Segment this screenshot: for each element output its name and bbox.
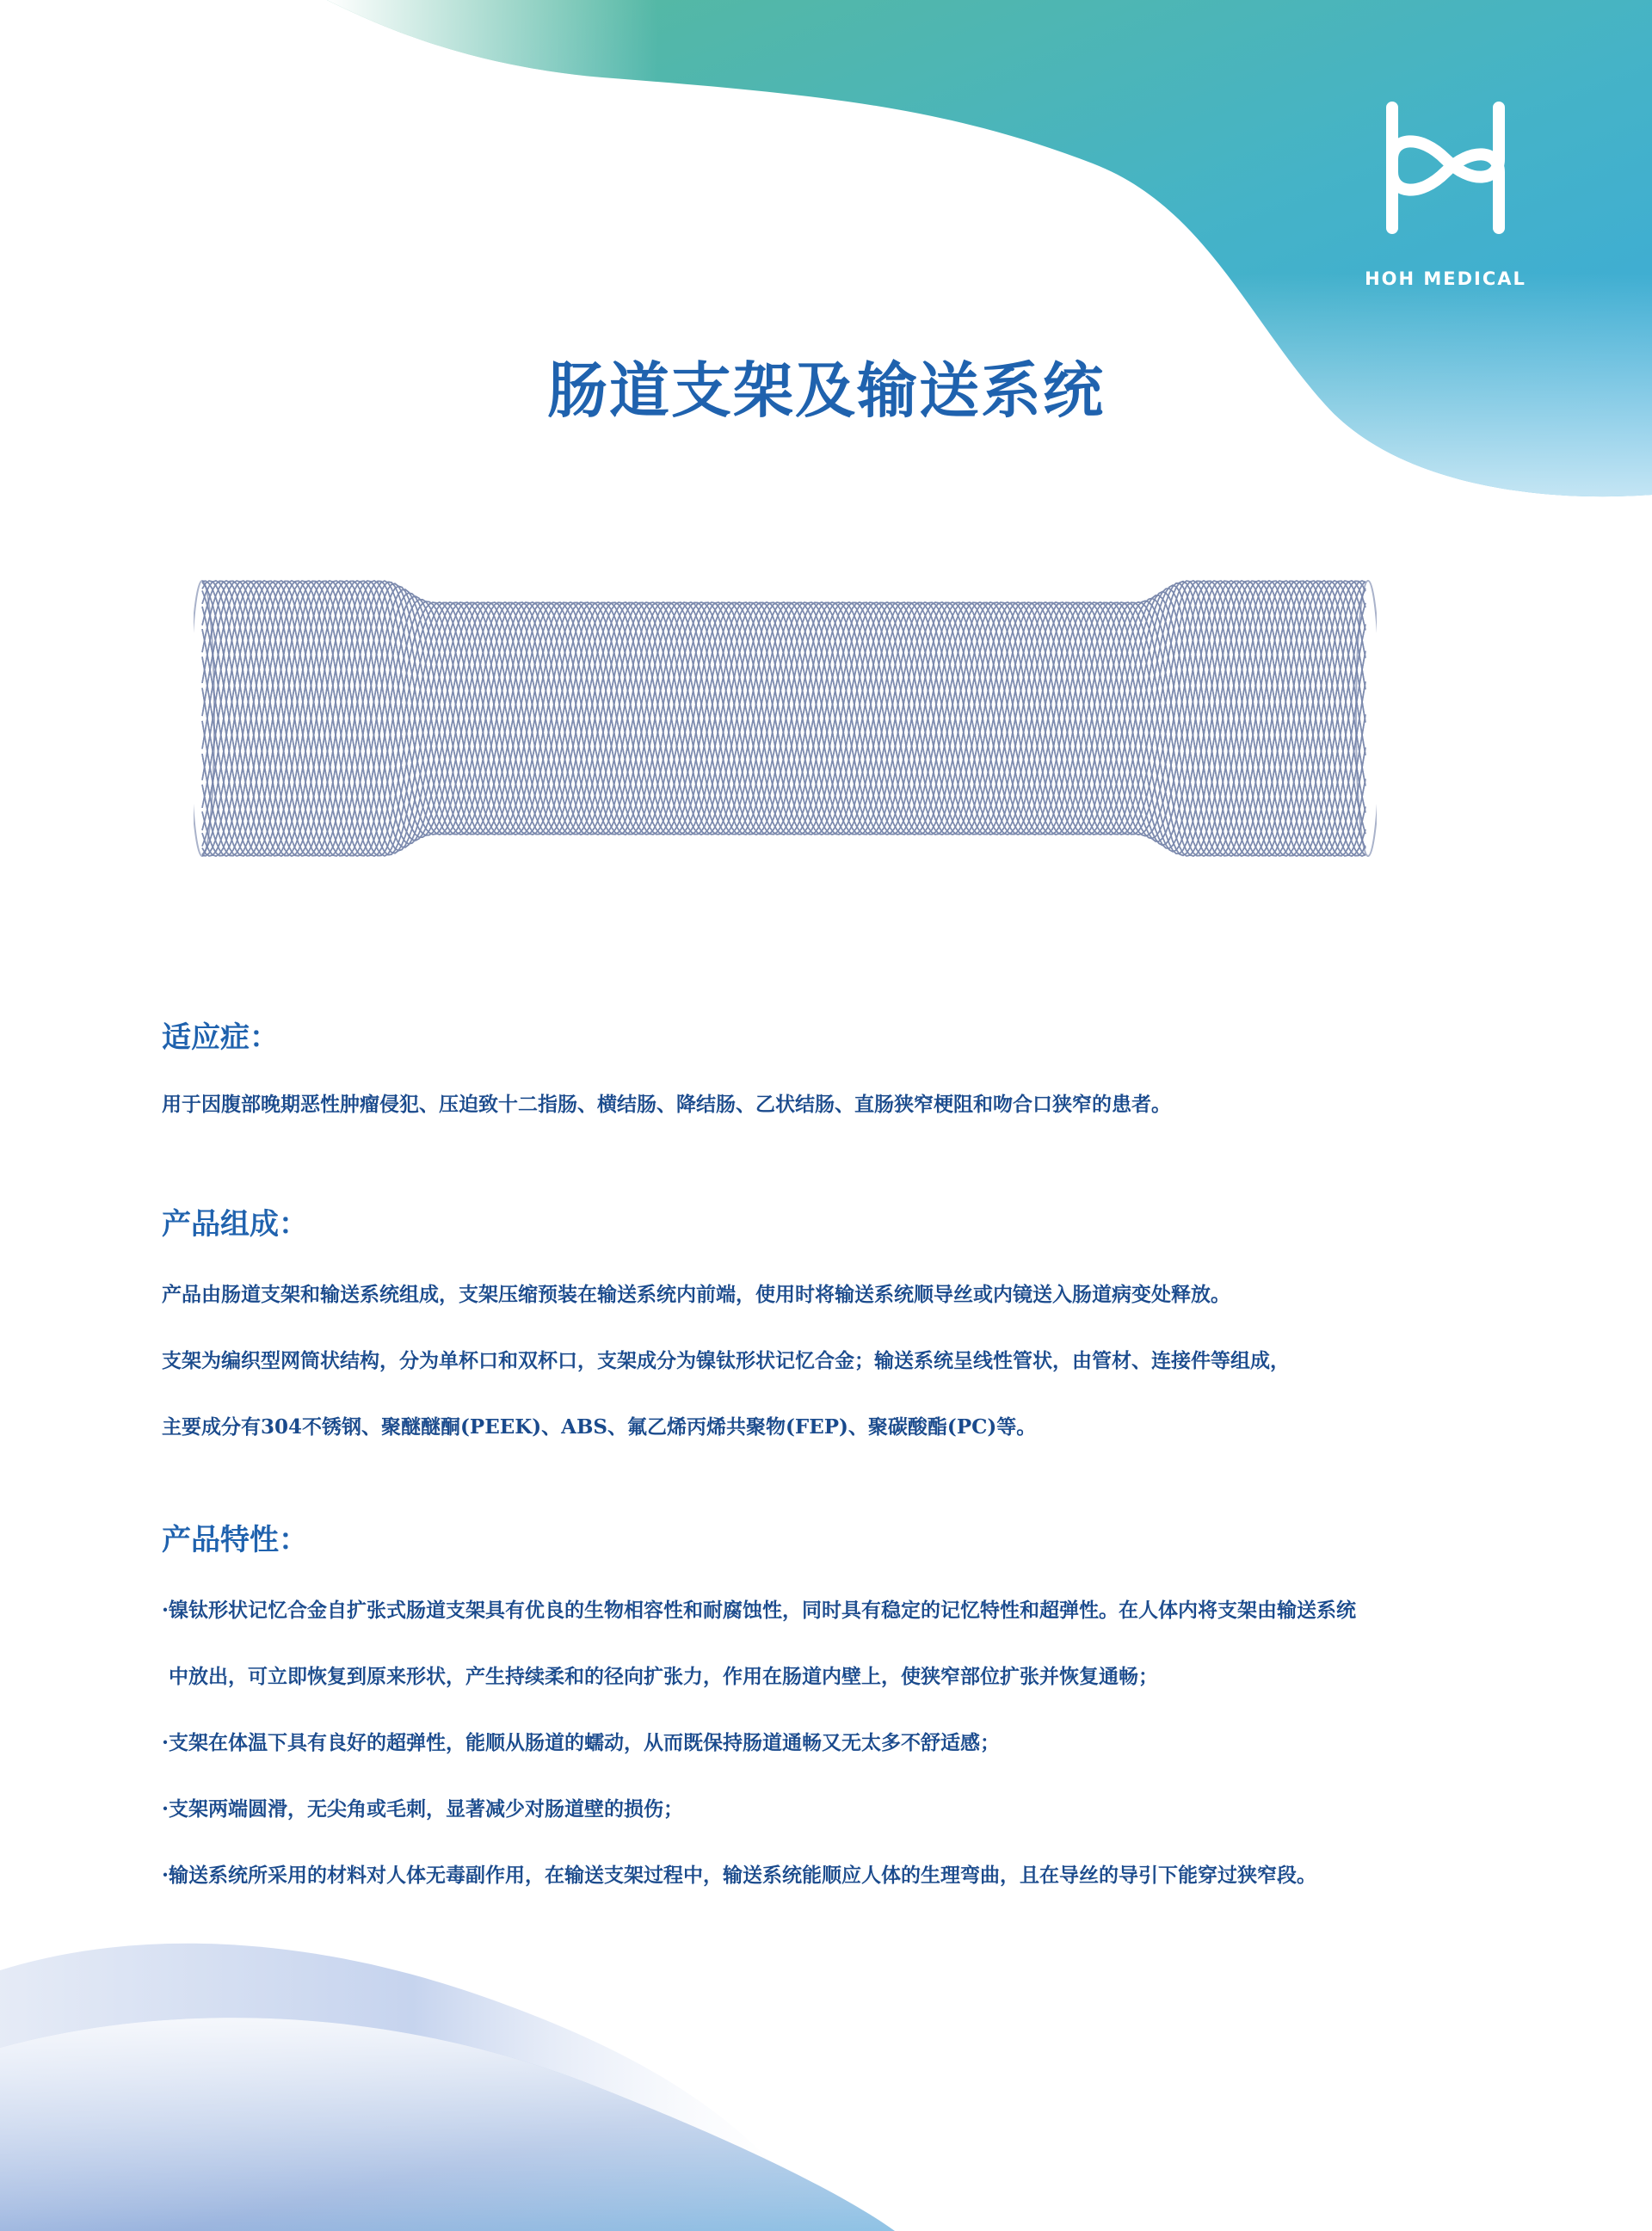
brand-name: HOH MEDICAL [1365, 268, 1526, 289]
section-features [162, 1516, 1556, 1888]
hoh-logo-icon [1368, 99, 1523, 237]
section-paragraph: ·镍钛形状记忆合金自扩张式肠道支架具有优良的生物相容性和耐腐蚀性，同时具有稳定的记忆特性和超弹性。在人体内将支架由输送系统 [162, 1599, 1357, 1622]
section-paragraph: 中放出，可立即恢复到原来形状，产生持续柔和的径向扩张力，作用在肠道内壁上，使狭窄部位扩张并恢复通畅； [162, 1665, 1159, 1688]
section-paragraph: ·输送系统所采用的材料对人体无毒副作用，在输送支架过程中，输送系统能顺应人体的生理弯曲，且在导丝的导引下能穿过狭窄段。 [162, 1864, 1317, 1887]
section-paragraph: 主要成分有304不锈钢、聚醚醚酮(PEEK)、ABS、氟乙烯丙烯共聚物(FEP)、聚碳酸酯(PC)等。 [162, 1415, 1037, 1439]
section-heading: 产品组成： [162, 1207, 308, 1242]
stent-rim [194, 581, 214, 856]
section-heading: 产品特性： [162, 1523, 308, 1557]
page-title: 肠道支架及输送系统 [547, 354, 1105, 426]
section-paragraph: ·支架两端圆滑，无尖角或毛刺，显著减少对肠道壁的损伤； [162, 1797, 684, 1821]
section-paragraph: 产品由肠道支架和输送系统组成，支架压缩预装在输送系统内前端，使用时将输送系统顺导丝或内镜送入肠道病变处释放。 [162, 1283, 1230, 1306]
section-paragraph: 用于因腹部晚期恶性肿瘤侵犯、压迫致十二指肠、横结肠、降结肠、乙状结肠、直肠狭窄梗阻和吻合口狭窄的患者。 [162, 1093, 1171, 1116]
section-composition [162, 1200, 1556, 1439]
section-indications [162, 1014, 1556, 1117]
section-paragraph: 支架为编织型网筒状结构，分为单杯口和双杯口，支架成分为镍钛形状记忆合金；输送系统呈线性管状，由管材、连接件等组成， [162, 1349, 1290, 1372]
section-heading: 适应症： [162, 1020, 279, 1055]
stent-image [194, 555, 1377, 873]
section-paragraph: ·支架在体温下具有良好的超弹性，能顺从肠道的蠕动，从而既保持肠道通畅又无太多不舒适感； [162, 1731, 1001, 1754]
